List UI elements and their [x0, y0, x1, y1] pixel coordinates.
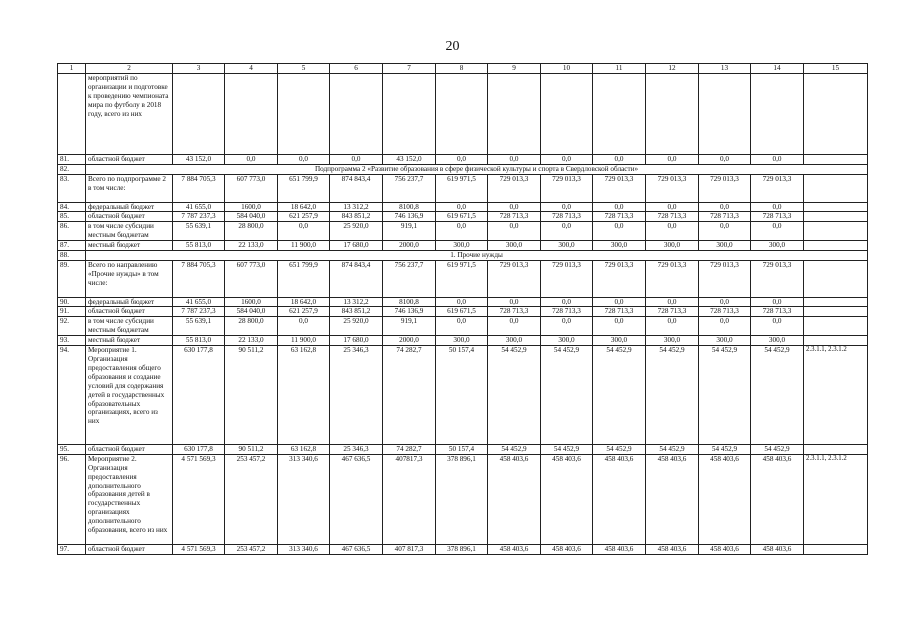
value-cell: 4 571 569,3: [173, 454, 225, 544]
value-cell: 0,0: [278, 222, 330, 241]
value-cell: 300,0: [593, 241, 646, 251]
row-name: Всего по направлению «Прочие нужды» в том числе:: [86, 260, 173, 297]
row-number: 91.: [58, 307, 86, 317]
value-cell: 0,0: [593, 297, 646, 307]
row-number: 92.: [58, 317, 86, 336]
value-cell: 54 452,9: [699, 444, 751, 454]
value-cell: 54 452,9: [541, 346, 593, 445]
value-cell: 0,0: [751, 202, 804, 212]
table-body: [58, 73, 868, 554]
value-cell: 13 312,2: [330, 297, 383, 307]
value-cell: 607 773,0: [225, 260, 278, 297]
value-cell: 919,1: [383, 222, 436, 241]
value-cell: 458 403,6: [699, 544, 751, 554]
value-cell: 0,0: [225, 155, 278, 165]
value-cell: 0,0: [646, 155, 699, 165]
table-row: [58, 260, 868, 297]
value-cell: 25 920,0: [330, 317, 383, 336]
value-cell: 619 971,5: [436, 174, 488, 202]
value-cell: 0,0: [330, 155, 383, 165]
value-cell: [330, 73, 383, 154]
target-ref: [804, 212, 868, 222]
column-header: 11: [593, 64, 646, 74]
value-cell: 874 843,4: [330, 260, 383, 297]
value-cell: 458 403,6: [488, 544, 541, 554]
value-cell: 300,0: [488, 241, 541, 251]
value-cell: 300,0: [541, 336, 593, 346]
value-cell: 54 452,9: [646, 346, 699, 445]
value-cell: 300,0: [488, 336, 541, 346]
target-ref: [804, 444, 868, 454]
value-cell: 0,0: [488, 297, 541, 307]
value-cell: 55 639,1: [173, 317, 225, 336]
value-cell: 0,0: [593, 155, 646, 165]
value-cell: 0,0: [646, 297, 699, 307]
column-header: 1: [58, 64, 86, 74]
value-cell: 0,0: [436, 297, 488, 307]
value-cell: 54 452,9: [751, 346, 804, 445]
value-cell: 74 282,7: [383, 444, 436, 454]
value-cell: 619 671,5: [436, 212, 488, 222]
target-ref: [804, 73, 868, 154]
row-number: 84.: [58, 202, 86, 212]
value-cell: 54 452,9: [593, 346, 646, 445]
value-cell: 729 013,3: [593, 174, 646, 202]
value-cell: 458 403,6: [751, 544, 804, 554]
value-cell: 17 680,0: [330, 336, 383, 346]
value-cell: 0,0: [646, 202, 699, 212]
value-cell: 0,0: [541, 202, 593, 212]
value-cell: 17 680,0: [330, 241, 383, 251]
value-cell: 0,0: [436, 155, 488, 165]
value-cell: 0,0: [488, 155, 541, 165]
column-header: 7: [383, 64, 436, 74]
row-name: Всего по подпрограмме 2 в том числе:: [86, 174, 173, 202]
value-cell: 18 642,0: [278, 297, 330, 307]
value-cell: 407817,3: [383, 454, 436, 544]
column-header: 6: [330, 64, 383, 74]
value-cell: 746 136,9: [383, 212, 436, 222]
row-number: 96.: [58, 454, 86, 544]
row-number: 81.: [58, 155, 86, 165]
value-cell: 0,0: [278, 155, 330, 165]
row-number: 90.: [58, 297, 86, 307]
value-cell: 1600,0: [225, 297, 278, 307]
table-row: [58, 73, 868, 154]
value-cell: 28 800,0: [225, 317, 278, 336]
value-cell: 728 713,3: [488, 212, 541, 222]
value-cell: 729 013,3: [541, 174, 593, 202]
value-cell: 50 157,4: [436, 346, 488, 445]
value-cell: 7 884 705,3: [173, 260, 225, 297]
row-number: [58, 73, 86, 154]
value-cell: 874 843,4: [330, 174, 383, 202]
row-number: 87.: [58, 241, 86, 251]
value-cell: 728 713,3: [541, 212, 593, 222]
row-name: областной бюджет: [86, 544, 173, 554]
value-cell: 728 713,3: [541, 307, 593, 317]
target-ref: [804, 336, 868, 346]
target-ref: 2.3.1.1, 2.3.1.2: [804, 454, 868, 544]
value-cell: [488, 73, 541, 154]
value-cell: 0,0: [699, 155, 751, 165]
value-cell: 728 713,3: [593, 307, 646, 317]
value-cell: 756 237,7: [383, 174, 436, 202]
value-cell: 0,0: [488, 222, 541, 241]
value-cell: 25 346,3: [330, 346, 383, 445]
value-cell: 0,0: [699, 297, 751, 307]
value-cell: 90 511,2: [225, 346, 278, 445]
value-cell: 0,0: [436, 202, 488, 212]
value-cell: 0,0: [593, 317, 646, 336]
value-cell: 22 133,0: [225, 241, 278, 251]
value-cell: 54 452,9: [541, 444, 593, 454]
value-cell: 0,0: [751, 297, 804, 307]
table-row: [58, 307, 868, 317]
value-cell: [699, 73, 751, 154]
row-number: 82.: [58, 164, 86, 174]
value-cell: 63 162,8: [278, 346, 330, 445]
value-cell: [646, 73, 699, 154]
table-row: [58, 212, 868, 222]
value-cell: 0,0: [751, 317, 804, 336]
row-name: Мероприятие 2. Организация предоставления дополнительного образования детей в государственных организациях дополнительного образования, всего из них: [86, 454, 173, 544]
target-ref: [804, 174, 868, 202]
value-cell: 55 639,1: [173, 222, 225, 241]
target-ref: [804, 544, 868, 554]
value-cell: 63 162,8: [278, 444, 330, 454]
value-cell: 467 636,5: [330, 454, 383, 544]
value-cell: 2000,0: [383, 336, 436, 346]
value-cell: 300,0: [751, 336, 804, 346]
value-cell: 729 013,3: [699, 260, 751, 297]
value-cell: 8100,8: [383, 202, 436, 212]
row-number: 97.: [58, 544, 86, 554]
value-cell: 458 403,6: [593, 544, 646, 554]
table-row: [58, 346, 868, 445]
value-cell: 0,0: [646, 317, 699, 336]
value-cell: 300,0: [593, 336, 646, 346]
value-cell: 630 177,8: [173, 346, 225, 445]
value-cell: 300,0: [646, 241, 699, 251]
value-cell: 25 920,0: [330, 222, 383, 241]
value-cell: 467 636,5: [330, 544, 383, 554]
value-cell: 0,0: [593, 222, 646, 241]
value-cell: 300,0: [646, 336, 699, 346]
value-cell: 919,1: [383, 317, 436, 336]
value-cell: 0,0: [699, 317, 751, 336]
row-number: 88.: [58, 251, 86, 261]
target-ref: [804, 222, 868, 241]
value-cell: 619 971,5: [436, 260, 488, 297]
value-cell: 50 157,4: [436, 444, 488, 454]
value-cell: 7 884 705,3: [173, 174, 225, 202]
value-cell: 584 040,0: [225, 212, 278, 222]
value-cell: 0,0: [278, 317, 330, 336]
value-cell: 300,0: [436, 241, 488, 251]
value-cell: 729 013,3: [541, 260, 593, 297]
row-name: в том числе субсидии местным бюджетам: [86, 317, 173, 336]
value-cell: 7 787 237,3: [173, 212, 225, 222]
value-cell: 11 900,0: [278, 241, 330, 251]
value-cell: 458 403,6: [541, 544, 593, 554]
row-number: 89.: [58, 260, 86, 297]
value-cell: 54 452,9: [593, 444, 646, 454]
value-cell: 55 813,0: [173, 336, 225, 346]
value-cell: 0,0: [593, 202, 646, 212]
value-cell: 300,0: [699, 241, 751, 251]
table-row: [58, 174, 868, 202]
column-header: 5: [278, 64, 330, 74]
row-name: федеральный бюджет: [86, 297, 173, 307]
row-name: областной бюджет: [86, 155, 173, 165]
value-cell: 651 799,9: [278, 260, 330, 297]
value-cell: 54 452,9: [488, 346, 541, 445]
value-cell: 378 896,1: [436, 454, 488, 544]
value-cell: 651 799,9: [278, 174, 330, 202]
table-row: [58, 317, 868, 336]
row-number: 93.: [58, 336, 86, 346]
value-cell: 55 813,0: [173, 241, 225, 251]
value-cell: 458 403,6: [488, 454, 541, 544]
table-row: [58, 222, 868, 241]
value-cell: 8100,8: [383, 297, 436, 307]
column-header: 15: [804, 64, 868, 74]
value-cell: 18 642,0: [278, 202, 330, 212]
value-cell: 54 452,9: [646, 444, 699, 454]
column-header: 3: [173, 64, 225, 74]
value-cell: 0,0: [751, 155, 804, 165]
value-cell: 25 346,3: [330, 444, 383, 454]
table-row: [58, 251, 868, 261]
table-row: [58, 241, 868, 251]
value-cell: 313 340,6: [278, 454, 330, 544]
row-number: 86.: [58, 222, 86, 241]
value-cell: 458 403,6: [593, 454, 646, 544]
value-cell: 41 655,0: [173, 202, 225, 212]
value-cell: 843 851,2: [330, 212, 383, 222]
table-row: [58, 202, 868, 212]
value-cell: 0,0: [541, 317, 593, 336]
value-cell: 728 713,3: [646, 212, 699, 222]
value-cell: 729 013,3: [646, 174, 699, 202]
value-cell: 458 403,6: [699, 454, 751, 544]
value-cell: 7 787 237,3: [173, 307, 225, 317]
row-name: местный бюджет: [86, 336, 173, 346]
target-ref: [804, 155, 868, 165]
value-cell: 728 713,3: [593, 212, 646, 222]
value-cell: 607 773,0: [225, 174, 278, 202]
value-cell: 584 040,0: [225, 307, 278, 317]
value-cell: 1600,0: [225, 202, 278, 212]
page-number: 20: [445, 39, 460, 54]
table-row: [58, 454, 868, 544]
row-name: областной бюджет: [86, 444, 173, 454]
value-cell: [278, 73, 330, 154]
target-ref: [804, 297, 868, 307]
value-cell: 0,0: [751, 222, 804, 241]
value-cell: 729 013,3: [646, 260, 699, 297]
table-row: [58, 297, 868, 307]
value-cell: 0,0: [541, 297, 593, 307]
value-cell: 43 152,0: [383, 155, 436, 165]
value-cell: 43 152,0: [173, 155, 225, 165]
row-number: 85.: [58, 212, 86, 222]
value-cell: 621 257,9: [278, 212, 330, 222]
table-row: [58, 544, 868, 554]
row-name: Мероприятие 1. Организация предоставления общего образования и создание условий для содержания детей в государственных образовательных организациях, всего из них: [86, 346, 173, 445]
section-heading: 1. Прочие нужды: [86, 251, 868, 261]
value-cell: 458 403,6: [541, 454, 593, 544]
row-name: мероприятий по организации и подготовке к проведению чемпионата мира по футболу в 2018 году, всего из них: [86, 73, 173, 154]
value-cell: [173, 73, 225, 154]
value-cell: 313 340,6: [278, 544, 330, 554]
value-cell: 458 403,6: [646, 544, 699, 554]
value-cell: 729 013,3: [488, 174, 541, 202]
value-cell: 843 851,2: [330, 307, 383, 317]
value-cell: 0,0: [436, 317, 488, 336]
value-cell: 0,0: [699, 202, 751, 212]
value-cell: 0,0: [436, 222, 488, 241]
value-cell: 0,0: [488, 202, 541, 212]
value-cell: 300,0: [699, 336, 751, 346]
value-cell: 728 713,3: [488, 307, 541, 317]
value-cell: 630 177,8: [173, 444, 225, 454]
value-cell: [383, 73, 436, 154]
value-cell: 54 452,9: [699, 346, 751, 445]
value-cell: 90 511,2: [225, 444, 278, 454]
value-cell: 729 013,3: [751, 174, 804, 202]
value-cell: 0,0: [541, 222, 593, 241]
value-cell: 458 403,6: [646, 454, 699, 544]
value-cell: [751, 73, 804, 154]
value-cell: 458 403,6: [751, 454, 804, 544]
column-header: 2: [86, 64, 173, 74]
value-cell: 729 013,3: [593, 260, 646, 297]
value-cell: 729 013,3: [699, 174, 751, 202]
target-ref: 2.3.1.1, 2.3.1.2: [804, 346, 868, 445]
row-name: федеральный бюджет: [86, 202, 173, 212]
value-cell: 300,0: [751, 241, 804, 251]
target-ref: [804, 202, 868, 212]
table-row: [58, 444, 868, 454]
target-ref: [804, 317, 868, 336]
column-header: 12: [646, 64, 699, 74]
value-cell: 729 013,3: [751, 260, 804, 297]
value-cell: 300,0: [541, 241, 593, 251]
value-cell: 619 671,5: [436, 307, 488, 317]
column-header: 4: [225, 64, 278, 74]
column-header: 13: [699, 64, 751, 74]
value-cell: 0,0: [541, 155, 593, 165]
value-cell: 54 452,9: [488, 444, 541, 454]
row-name: в том числе субсидии местным бюджетам: [86, 222, 173, 241]
target-ref: [804, 241, 868, 251]
column-header: 9: [488, 64, 541, 74]
column-header: 8: [436, 64, 488, 74]
value-cell: [225, 73, 278, 154]
value-cell: 728 713,3: [699, 307, 751, 317]
value-cell: 13 312,2: [330, 202, 383, 212]
value-cell: 746 136,9: [383, 307, 436, 317]
value-cell: 0,0: [699, 222, 751, 241]
value-cell: [436, 73, 488, 154]
table-header-row: [58, 64, 868, 74]
value-cell: [541, 73, 593, 154]
target-ref: [804, 307, 868, 317]
table-row: [58, 164, 868, 174]
row-name: местный бюджет: [86, 241, 173, 251]
section-heading: Подпрограмма 2 «Развитие образования в сфере физической культуры и спорта в Свердловской области»: [86, 164, 868, 174]
value-cell: 728 713,3: [646, 307, 699, 317]
value-cell: 300,0: [436, 336, 488, 346]
value-cell: 378 896,1: [436, 544, 488, 554]
row-number: 94.: [58, 346, 86, 445]
value-cell: 756 237,7: [383, 260, 436, 297]
value-cell: 0,0: [488, 317, 541, 336]
value-cell: 2000,0: [383, 241, 436, 251]
budget-table: [57, 63, 868, 555]
column-header: 14: [751, 64, 804, 74]
value-cell: 22 133,0: [225, 336, 278, 346]
value-cell: 728 713,3: [751, 212, 804, 222]
value-cell: 54 452,9: [751, 444, 804, 454]
row-number: 83.: [58, 174, 86, 202]
value-cell: 253 457,2: [225, 454, 278, 544]
value-cell: 0,0: [646, 222, 699, 241]
column-header: 10: [541, 64, 593, 74]
table-row: [58, 336, 868, 346]
value-cell: 728 713,3: [699, 212, 751, 222]
value-cell: 253 457,2: [225, 544, 278, 554]
value-cell: 28 800,0: [225, 222, 278, 241]
value-cell: 728 713,3: [751, 307, 804, 317]
value-cell: 4 571 569,3: [173, 544, 225, 554]
value-cell: 729 013,3: [488, 260, 541, 297]
value-cell: 407 817,3: [383, 544, 436, 554]
value-cell: 11 900,0: [278, 336, 330, 346]
value-cell: 621 257,9: [278, 307, 330, 317]
row-name: областной бюджет: [86, 307, 173, 317]
target-ref: [804, 260, 868, 297]
row-name: областной бюджет: [86, 212, 173, 222]
table-row: [58, 155, 868, 165]
value-cell: [593, 73, 646, 154]
row-number: 95.: [58, 444, 86, 454]
value-cell: 41 655,0: [173, 297, 225, 307]
value-cell: 74 282,7: [383, 346, 436, 445]
